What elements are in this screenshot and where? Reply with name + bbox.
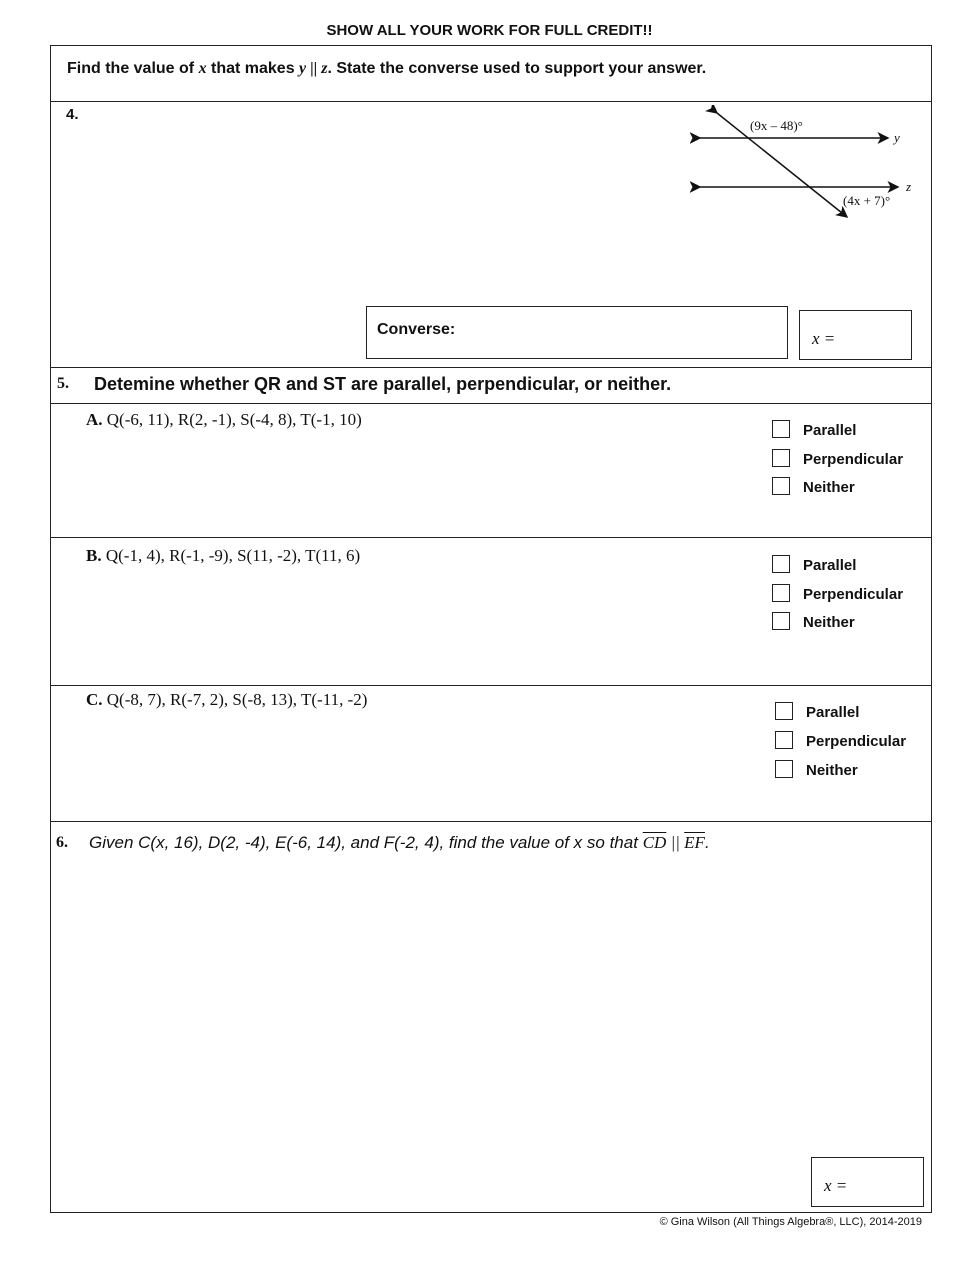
- option-label: Parallel: [803, 557, 857, 574]
- answer-label: x =: [812, 329, 836, 348]
- option-label: Perpendicular: [806, 733, 907, 750]
- q5a-neither-checkbox[interactable]: [772, 477, 790, 495]
- q4-number: 4.: [66, 106, 79, 123]
- q5c-parallel-checkbox[interactable]: [775, 702, 793, 720]
- q5a-perpendicular-checkbox[interactable]: [772, 449, 790, 467]
- option-label: Parallel: [806, 704, 860, 721]
- q5c-neither-checkbox[interactable]: [775, 760, 793, 778]
- q6-number: 6.: [56, 834, 68, 851]
- parallel-lines-diagram: [690, 105, 930, 225]
- q5b-points: B. Q(-1, 4), R(-1, -9), S(11, -2), T(11, 6): [86, 546, 361, 565]
- header: SHOW ALL YOUR WORK FOR FULL CREDIT!!: [326, 22, 653, 39]
- q5c-points: C. Q(-8, 7), R(-7, 2), S(-8, 13), T(-11, -2): [86, 690, 368, 709]
- instruction: Find the value of x that makes y || z. State the converse used to support your answer.: [67, 60, 707, 77]
- q5c-perpendicular-checkbox[interactable]: [775, 731, 793, 749]
- q5b-parallel-checkbox[interactable]: [772, 555, 790, 573]
- q5b-neither-checkbox[interactable]: [772, 612, 790, 630]
- angle-label-top: (9x – 48)°: [750, 118, 803, 133]
- q5a-points: A. Q(-6, 11), R(2, -1), S(-4, 8), T(-1, 10): [86, 410, 362, 429]
- option-label: Neither: [806, 762, 858, 779]
- converse-box[interactable]: [366, 306, 788, 359]
- option-label: Parallel: [803, 422, 857, 439]
- line-y-label: y: [894, 130, 900, 145]
- converse-label: Converse:: [377, 321, 456, 338]
- q5-number: 5.: [57, 375, 69, 392]
- line-z-label: z: [906, 179, 912, 194]
- copyright-footer: © Gina Wilson (All Things Algebra®, LLC), 2014-2019: [659, 1216, 922, 1228]
- answer-label: x =: [824, 1176, 848, 1195]
- option-label: Neither: [803, 479, 855, 496]
- option-label: Perpendicular: [803, 586, 904, 603]
- q4-answer-box[interactable]: [799, 310, 912, 360]
- q5-prompt: Detemine whether QR and ST are parallel, perpendicular, or neither.: [94, 374, 672, 394]
- angle-label-bottom: (4x + 7)°: [843, 193, 891, 208]
- option-label: Neither: [803, 614, 855, 631]
- q6-prompt: Given C(x, 16), D(2, -4), E(-6, 14), and F(-2, 4), find the value of x so that $\overline{CD}$ || $\overline{EF}$.: [89, 833, 710, 852]
- q6-answer-box[interactable]: [811, 1157, 924, 1207]
- q5a-parallel-checkbox[interactable]: [772, 420, 790, 438]
- option-label: Perpendicular: [803, 451, 904, 468]
- q5b-perpendicular-checkbox[interactable]: [772, 584, 790, 602]
